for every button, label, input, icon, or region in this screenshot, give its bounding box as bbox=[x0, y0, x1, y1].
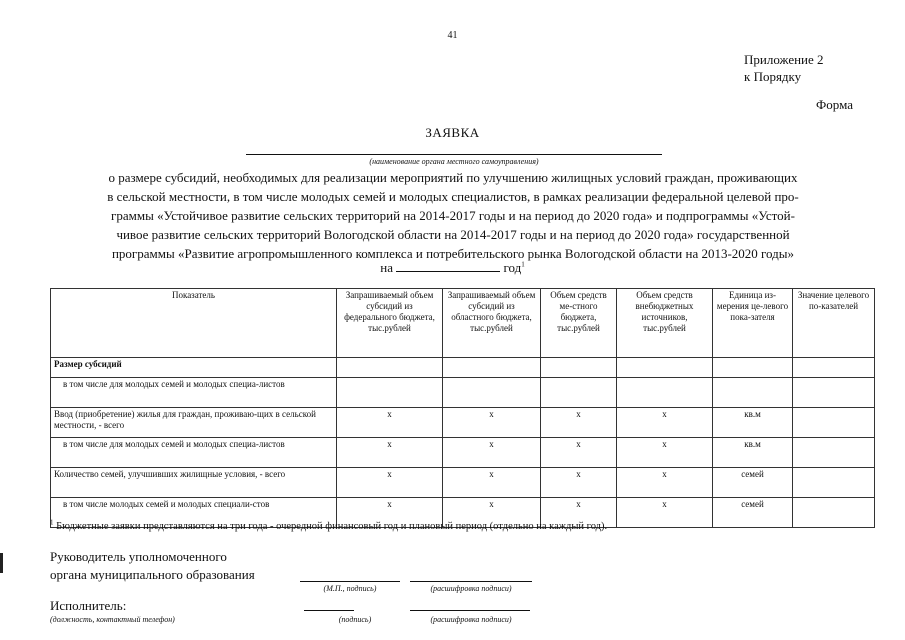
executor-signature-line bbox=[304, 610, 354, 611]
header-federal-budget: Запрашиваемый объем субсидий из федерального бюджета, тыс.рублей bbox=[337, 289, 443, 358]
table-cell bbox=[793, 358, 875, 378]
request-description bbox=[48, 168, 858, 263]
table-row bbox=[51, 408, 875, 438]
table-cell: х bbox=[541, 498, 617, 528]
table-row bbox=[51, 378, 875, 408]
document-title: ЗАЯВКА bbox=[425, 125, 480, 140]
subsidy-request-table bbox=[50, 288, 875, 528]
table-cell: х bbox=[617, 408, 713, 438]
table-cell bbox=[541, 358, 617, 378]
table-cell: х bbox=[337, 408, 443, 438]
table-header-row bbox=[51, 289, 875, 358]
position-caption: (должность, контактный телефон) bbox=[50, 615, 175, 624]
table-cell bbox=[793, 498, 875, 528]
table-row bbox=[51, 468, 875, 498]
table-cell: х bbox=[541, 438, 617, 468]
row-label: в том числе для молодых семей и молодых специа-листов bbox=[51, 438, 337, 468]
head-label-line-2: органа муниципального образования bbox=[50, 567, 255, 582]
description-line: о размере субсидий, необходимых для реализации мероприятий по улучшению жилищных условий граждан, проживающих bbox=[108, 170, 798, 185]
table-cell bbox=[793, 408, 875, 438]
table-row bbox=[51, 358, 875, 378]
table-cell bbox=[713, 358, 793, 378]
decode-caption-2: (расшифровка подписи) bbox=[430, 615, 512, 624]
table-cell bbox=[617, 378, 713, 408]
table-cell bbox=[541, 378, 617, 408]
table-cell bbox=[443, 378, 541, 408]
row-label: Размер субсидий bbox=[51, 358, 337, 378]
year-suffix: год bbox=[503, 260, 522, 275]
head-signature-label bbox=[50, 548, 255, 584]
row-label: в том числе для молодых семей и молодых специа-листов bbox=[51, 378, 337, 408]
table-cell: х bbox=[617, 468, 713, 498]
executor-decode-line bbox=[410, 610, 530, 611]
org-name-caption: (наименование органа местного самоуправления) bbox=[369, 157, 539, 166]
table-cell: семей bbox=[713, 498, 793, 528]
year-prefix: на bbox=[380, 260, 393, 275]
header-extrabudgetary: Объем средств внебюджетных источников, тыс.рублей bbox=[617, 289, 713, 358]
head-label-line-1: Руководитель уполномоченного bbox=[50, 549, 227, 564]
header-local-budget: Объем средств ме-стного бюджета, тыс.рублей bbox=[541, 289, 617, 358]
footnote-mark: 1 bbox=[50, 518, 54, 527]
scan-edge-mark bbox=[0, 553, 3, 573]
appendix-line-1: Приложение 2 bbox=[744, 52, 824, 67]
table-cell bbox=[793, 378, 875, 408]
table-cell: х bbox=[337, 468, 443, 498]
sign-caption: (подпись) bbox=[338, 615, 372, 624]
page-number: 41 bbox=[447, 30, 458, 41]
table-cell: х bbox=[617, 438, 713, 468]
table-cell: кв.м bbox=[713, 438, 793, 468]
table-cell bbox=[337, 378, 443, 408]
description-line: в сельской местности, в том числе молодых семей и молодых специалистов, в рамках реализации федеральной целевой про- bbox=[107, 189, 799, 204]
year-line bbox=[0, 259, 905, 276]
description-line: граммы «Устойчивое развитие сельских территорий на 2014-2017 годы и на период до 2020 года» и подпрограммы «Устой- bbox=[111, 208, 795, 223]
table-cell: х bbox=[541, 468, 617, 498]
header-indicator: Показатель bbox=[51, 289, 337, 358]
year-blank bbox=[396, 259, 500, 272]
decode-caption: (расшифровка подписи) bbox=[430, 584, 512, 593]
description-line: чивое развитие сельских территорий Вологодской области на 2014-2017 годы и на период до 2020 года» государственной bbox=[116, 227, 790, 242]
header-regional-budget: Запрашиваемый объем субсидий из областного бюджета, тыс.рублей bbox=[443, 289, 541, 358]
header-target-value: Значение целевого по-казателей bbox=[793, 289, 875, 358]
header-unit: Единица из-мерения це-левого пока-зателя bbox=[713, 289, 793, 358]
row-label: Количество семей, улучшивших жилищные условия, - всего bbox=[51, 468, 337, 498]
table-row bbox=[51, 438, 875, 468]
head-decode-line bbox=[410, 581, 532, 582]
table-cell bbox=[793, 468, 875, 498]
footnote bbox=[50, 518, 608, 532]
description-line: программы «Развитие агропромышленного комплекса и потребительского рынка Вологодской области на 2013-2020 годы» bbox=[111, 246, 795, 261]
table-cell: х bbox=[443, 438, 541, 468]
stamp-signature-caption: (М.П., подпись) bbox=[323, 584, 377, 593]
appendix-note bbox=[744, 51, 824, 85]
table-cell: х bbox=[443, 498, 541, 528]
table-cell: х bbox=[443, 408, 541, 438]
table-cell: х bbox=[617, 498, 713, 528]
executor-label: Исполнитель: bbox=[50, 598, 127, 613]
appendix-line-2: к Порядку bbox=[744, 69, 802, 84]
row-label: Ввод (приобретение) жилья для граждан, проживаю-щих в сельской местности, - всего bbox=[51, 408, 337, 438]
table-cell bbox=[713, 378, 793, 408]
form-label: Форма bbox=[816, 97, 853, 112]
footnote-text: Бюджетные заявки представляются на три года - очередной финансовый год и плановый период (отдельно на каждый год). bbox=[53, 521, 608, 532]
table-cell bbox=[443, 358, 541, 378]
table-cell bbox=[793, 438, 875, 468]
org-name-line bbox=[246, 154, 662, 155]
table-cell bbox=[617, 358, 713, 378]
table-cell: х bbox=[337, 498, 443, 528]
table-cell: кв.м bbox=[713, 408, 793, 438]
table-cell: х bbox=[541, 408, 617, 438]
table-cell: семей bbox=[713, 468, 793, 498]
table-cell: х bbox=[337, 438, 443, 468]
table-cell: х bbox=[443, 468, 541, 498]
year-footnote-mark: 1 bbox=[521, 260, 525, 269]
row-label: в том числе молодых семей и молодых специали-стов bbox=[51, 498, 337, 528]
table-cell bbox=[337, 358, 443, 378]
head-signature-line bbox=[300, 581, 400, 582]
